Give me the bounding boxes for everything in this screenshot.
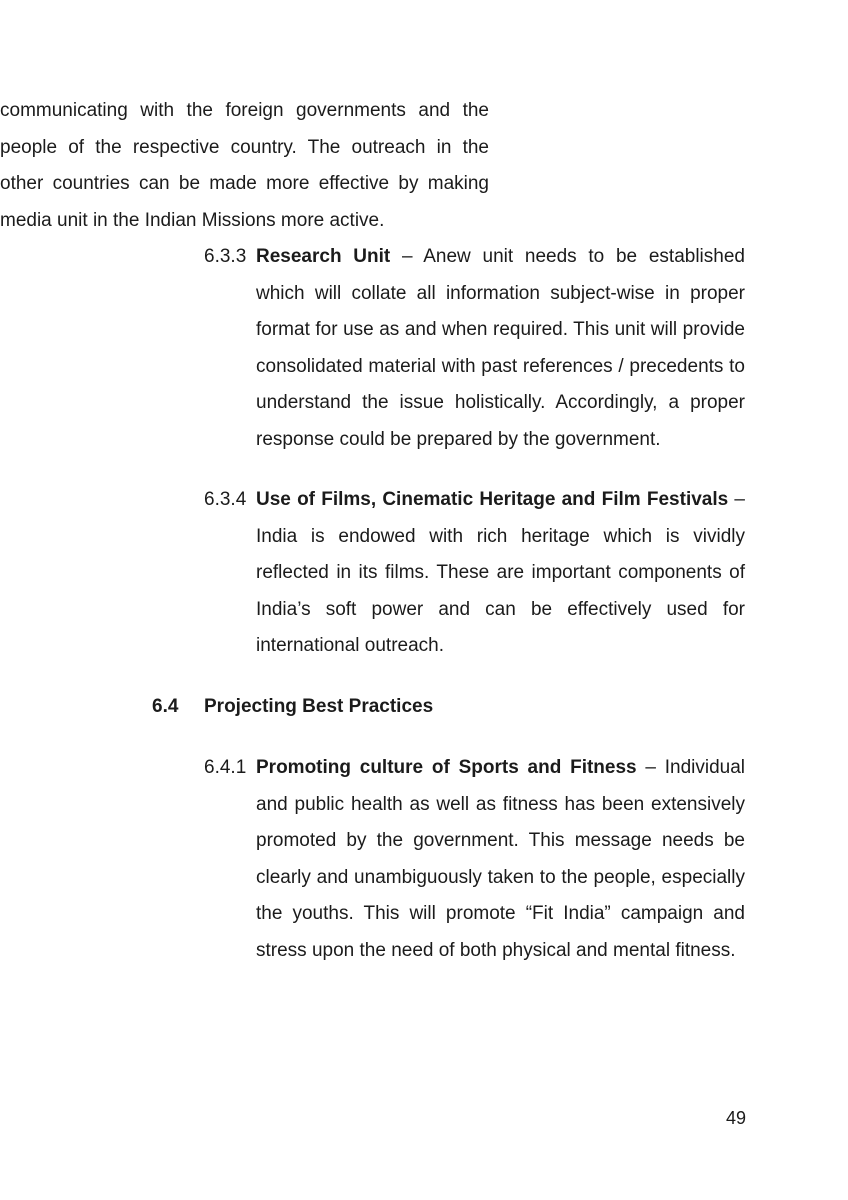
- section-number: 6.3.4: [204, 489, 247, 510]
- paragraph-continuation: communicating with the foreign governments and the people of the respective country. The outreach in the other countries can be made more effective by making media unit in the Indian Missions more active.: [0, 100, 489, 231]
- section-paragraph: [256, 750, 745, 969]
- section-body: – Individual and public health as well as fitness has been extensively promoted by the government. This message needs be clearly and unambiguously taken to the people, especially the youths. This will promote “Fit India” campaign and stress upon the need of both physical and mental fitness.: [256, 757, 745, 961]
- section-6-4-1: [204, 750, 848, 969]
- section-title: Research Unit: [256, 246, 391, 267]
- heading-6-4: [152, 689, 848, 726]
- section-number: 6.3.3: [204, 246, 247, 267]
- page-number: 49: [726, 1108, 747, 1128]
- section-body: – India is endowed with rich heritage which is vividly reflected in its films. These are important components of India’s soft power and can be effectively used for international outreach.: [256, 489, 745, 656]
- section-paragraph: [256, 482, 745, 665]
- section-title: Use of Films, Cinematic Heritage and Film Festivals: [256, 489, 729, 510]
- section-number: 6.4.1: [204, 757, 247, 778]
- section-6-3-3: [204, 239, 848, 458]
- section-6-3-4: [204, 482, 848, 665]
- heading-title: Projecting Best Practices: [204, 695, 434, 717]
- heading-number: 6.4: [152, 695, 179, 717]
- section-body: – Anew unit needs to be established which will collate all information subject-wise in proper format for use as and when required. This unit will provide consolidated material with past references / precedents to understand the issue holistically. Accordingly, a proper response could be prepared by the government.: [256, 246, 745, 450]
- section-paragraph: [256, 239, 745, 458]
- section-title: Promoting culture of Sports and Fitness: [256, 757, 637, 778]
